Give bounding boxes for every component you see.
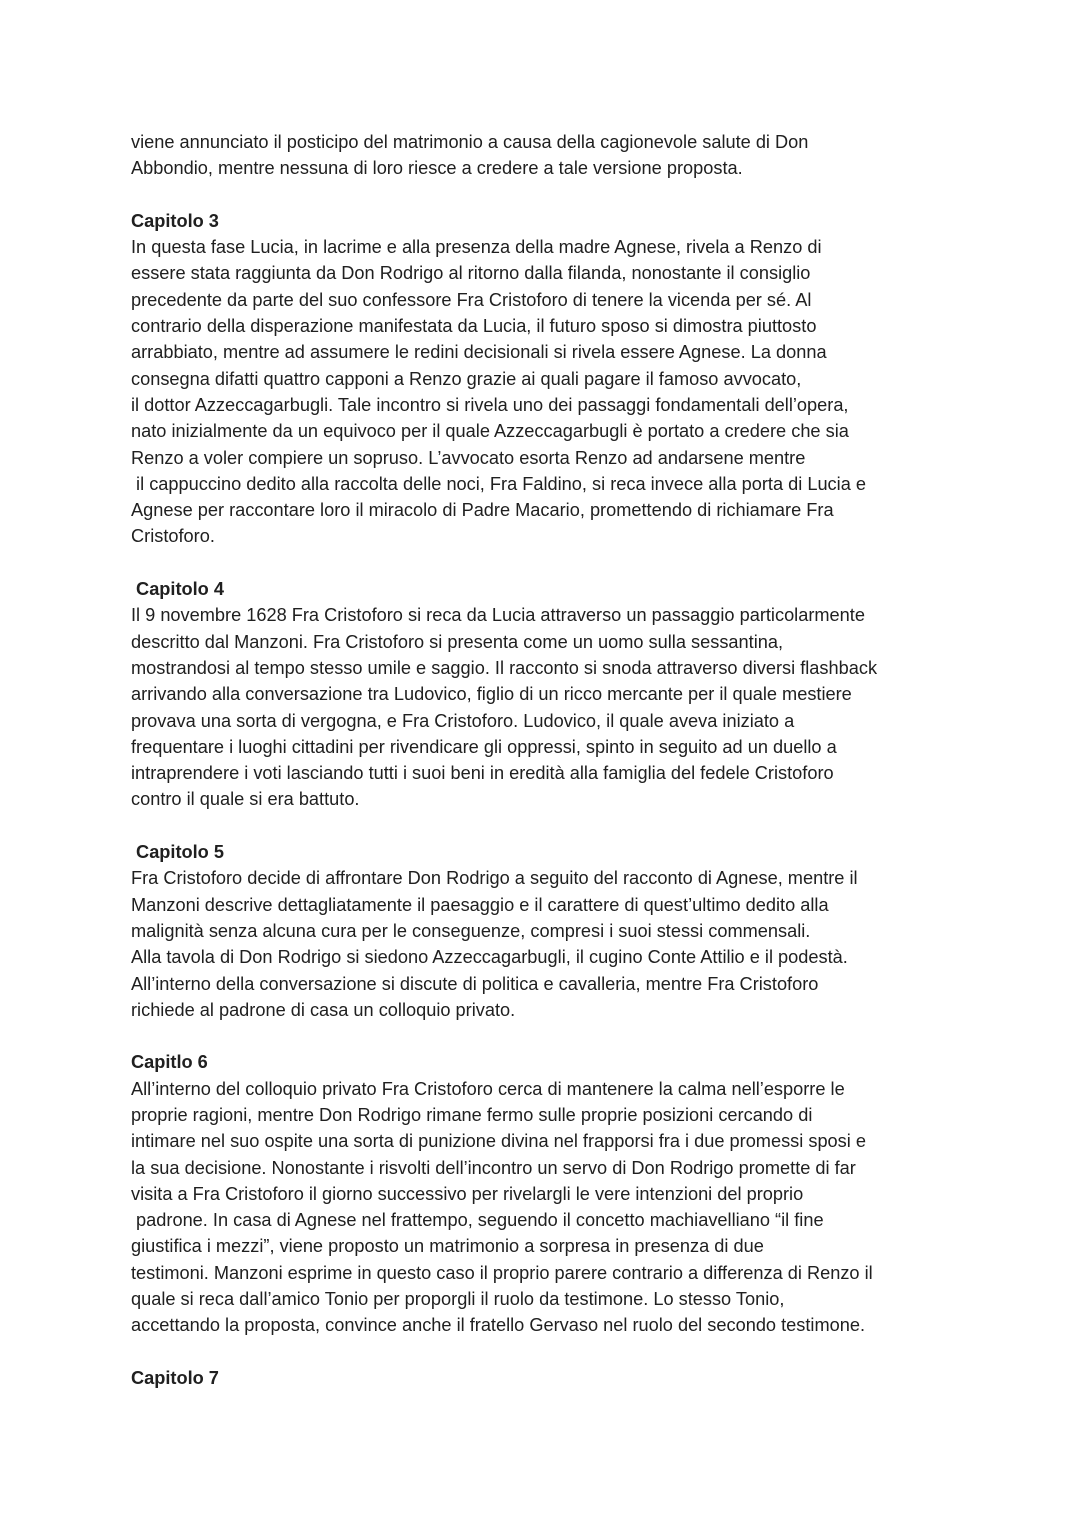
paragraph-line: padrone. In casa di Agnese nel frattempo, seguendo il concetto machiavelliano “il fine (131, 1210, 824, 1231)
section-capitolo-4 (131, 576, 961, 813)
document-page (131, 129, 961, 1391)
paragraph-line: proprie ragioni, mentre Don Rodrigo rimane fermo sulle proprie posizioni cercando di (131, 1104, 813, 1125)
paragraph-line: Cristoforo. (131, 526, 215, 547)
paragraph-line: arrivando alla conversazione tra Ludovico, figlio di un ricco mercante per il quale mestiere (131, 684, 852, 705)
section-heading: Capitlo 6 (131, 1052, 208, 1073)
section-heading: Capitolo 4 (131, 579, 224, 600)
section-capitolo-5 (131, 839, 961, 1023)
paragraph-line: giustifica i mezzi”, viene proposto un matrimonio a sorpresa in presenza di due (131, 1236, 764, 1257)
paragraph-line: arrabbiato, mentre ad assumere le redini decisionali si rivela essere Agnese. La donna (131, 342, 827, 363)
paragraph-line: precedente da parte del suo confessore Fra Cristoforo di tenere la vicenda per sé. Al (131, 289, 812, 310)
paragraph-line: richiede al padrone di casa un colloquio privato. (131, 999, 516, 1020)
paragraph-line: Renzo a voler compiere un sopruso. L’avvocato esorta Renzo ad andarsene mentre (131, 447, 806, 468)
paragraph-line: Il 9 novembre 1628 Fra Cristoforo si reca da Lucia attraverso un passaggio particolarmente (131, 605, 865, 626)
section-heading: Capitolo 3 (131, 210, 219, 231)
paragraph-line: contrario della disperazione manifestata da Lucia, il futuro sposo si dimostra piuttosto (131, 316, 817, 337)
paragraph-line: nato inizialmente da un equivoco per il quale Azzeccagarbugli è portato a credere che sia (131, 421, 849, 442)
paragraph-line: intraprendere i voti lasciando tutti i suoi beni in eredità alla famiglia del fedele Cristoforo (131, 763, 834, 784)
paragraph-line: All’interno del colloquio privato Fra Cristoforo cerca di mantenere la calma nell’esporre le (131, 1078, 845, 1099)
paragraph-gap (131, 182, 961, 208)
section-heading: Capitolo 5 (131, 842, 224, 863)
paragraph-line: accettando la proposta, convince anche il fratello Gervaso nel ruolo del secondo testimone. (131, 1315, 866, 1336)
intro-paragraph (131, 129, 961, 182)
paragraph-line: provava una sorta di vergogna, e Fra Cristoforo. Ludovico, il quale aveva iniziato a (131, 710, 795, 731)
paragraph-line: consegna difatti quattro capponi a Renzo grazie ai quali pagare il famoso avvocato, (131, 368, 802, 389)
paragraph-line: la sua decisione. Nonostante i risvolti dell’incontro un servo di Don Rodrigo promette di far (131, 1157, 856, 1178)
paragraph-line: Alla tavola di Don Rodrigo si siedono Azzeccagarbugli, il cugino Conte Attilio e il podestà. (131, 947, 848, 968)
paragraph-gap (131, 1023, 961, 1049)
section-capitolo-7 (131, 1365, 961, 1391)
section-capitolo-3 (131, 208, 961, 550)
paragraph-line: malignità senza alcuna cura per le conseguenze, compresi i suoi stessi commensali. (131, 920, 811, 941)
paragraph-line: Agnese per raccontare loro il miracolo di Padre Macario, promettendo di richiamare Fra (131, 500, 834, 521)
paragraph-gap (131, 550, 961, 576)
paragraph-line: descritto dal Manzoni. Fra Cristoforo si presenta come un uomo sulla sessantina, (131, 631, 784, 652)
paragraph-line: il dottor Azzeccagarbugli. Tale incontro si rivela uno dei passaggi fondamentali dell’opera, (131, 394, 849, 415)
paragraph-line: Fra Cristoforo decide di affrontare Don Rodrigo a seguito del racconto di Agnese, mentre il (131, 868, 858, 889)
paragraph-line: il cappuccino dedito alla raccolta delle noci, Fra Faldino, si reca invece alla porta di Lucia e (131, 473, 866, 494)
paragraph-gap (131, 813, 961, 839)
paragraph-line: mostrandosi al tempo stesso umile e saggio. Il racconto si snoda attraverso diversi flashback (131, 657, 878, 678)
paragraph-line: Manzoni descrive dettagliatamente il paesaggio e il carattere di quest’ultimo dedito alla (131, 894, 829, 915)
paragraph-line: All’interno della conversazione si discute di politica e cavalleria, mentre Fra Cristoforo (131, 973, 819, 994)
paragraph-line: quale si reca dall’amico Tonio per proporgli il ruolo da testimone. Lo stesso Tonio, (131, 1289, 785, 1310)
paragraph-line: visita a Fra Cristoforo il giorno successivo per rivelargli le vere intenzioni del proprio (131, 1183, 804, 1204)
paragraph-line: contro il quale si era battuto. (131, 789, 360, 810)
paragraph-line: testimoni. Manzoni esprime in questo caso il proprio parere contrario a differenza di Renzo il (131, 1262, 873, 1283)
paragraph-line: intimare nel suo ospite una sorta di punizione divina nel frapporsi fra i due promessi sposi e (131, 1131, 866, 1152)
paragraph-line: Abbondio, mentre nessuna di loro riesce a credere a tale versione proposta. (131, 158, 743, 179)
paragraph-gap (131, 1339, 961, 1365)
paragraph-line: frequentare i luoghi cittadini per rivendicare gli oppressi, spinto in seguito ad un duello a (131, 736, 837, 757)
section-capitolo-6 (131, 1049, 961, 1338)
paragraph-line: essere stata raggiunta da Don Rodrigo al ritorno dalla filanda, nonostante il consiglio (131, 263, 811, 284)
paragraph-line: In questa fase Lucia, in lacrime e alla presenza della madre Agnese, rivela a Renzo di (131, 237, 822, 258)
paragraph-line: viene annunciato il posticipo del matrimonio a causa della cagionevole salute di Don (131, 132, 809, 152)
section-heading: Capitolo 7 (131, 1367, 219, 1388)
